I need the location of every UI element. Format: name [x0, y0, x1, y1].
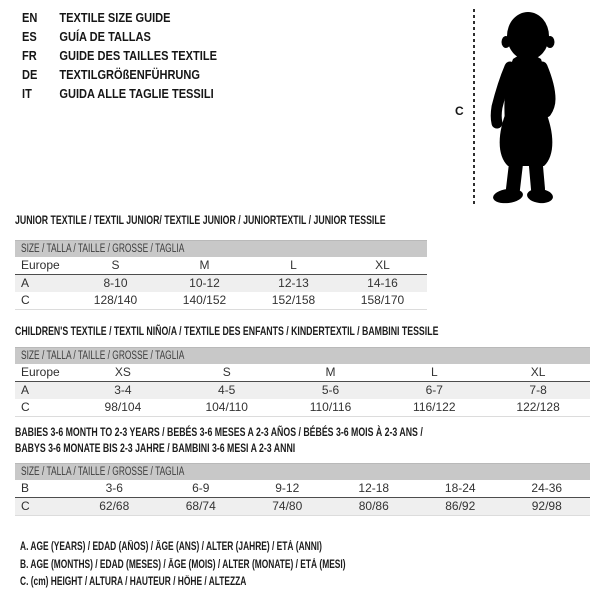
language-code: EN — [22, 10, 38, 25]
table-cell: Europe — [21, 365, 60, 379]
table-cell: L — [430, 365, 438, 379]
table-cell: 6-9 — [192, 481, 210, 495]
table-cell: 68/74 — [185, 499, 216, 513]
language-label: TEXTILGRÖßENFÜHRUNG — [59, 67, 200, 82]
table-cell: 122/128 — [516, 400, 560, 414]
children-textile-section — [15, 323, 590, 417]
table-cell: 128/140 — [93, 293, 138, 307]
table-cell: 116/122 — [413, 400, 456, 414]
table-cell: 104/110 — [205, 400, 248, 414]
babies-textile-section — [15, 424, 590, 516]
table-cell: 12-13 — [278, 276, 309, 290]
table-cell: S — [222, 365, 231, 379]
language-code: DE — [22, 67, 38, 82]
language-code: FR — [22, 48, 37, 63]
table-cell: 7-8 — [529, 383, 547, 397]
table-cell: 98/104 — [104, 400, 142, 414]
table-cell: 3-4 — [114, 383, 132, 397]
table-cell: 12-18 — [358, 481, 390, 495]
table-row — [15, 498, 590, 515]
table-cell: 62/68 — [99, 499, 130, 513]
table-row — [15, 399, 590, 416]
babies-size-table — [15, 463, 590, 516]
table-cell: 18-24 — [444, 481, 476, 495]
table-cell: B — [21, 481, 30, 495]
junior-size-table — [15, 240, 427, 310]
language-label: TEXTILE SIZE GUIDE — [59, 10, 171, 25]
table-cell: XS — [114, 365, 131, 379]
measure-legend — [20, 539, 466, 592]
language-row — [22, 8, 251, 27]
table-cell: 3-6 — [105, 481, 123, 495]
table-cell: 80/86 — [358, 499, 389, 513]
table-cell: 24-36 — [531, 481, 563, 495]
table-row — [15, 275, 427, 292]
table-cell: 158/170 — [360, 293, 405, 307]
language-label: GUÍA DE TALLAS — [59, 29, 151, 44]
size-header-bar: SIZE / TALLA / TAILLE / GRÖSSE / TAGLIA — [15, 463, 590, 480]
table-cell: 110/116 — [309, 400, 352, 414]
table-row — [15, 382, 590, 399]
height-dashed-line — [473, 9, 475, 206]
table-cell: 140/152 — [182, 293, 227, 307]
size-header-bar: SIZE / TALLA / TAILLE / GRÖSSE / TAGLIA — [15, 347, 590, 364]
language-row — [22, 84, 251, 103]
legend-line-height: C. (cm) HEIGHT / ALTURA / HAUTEUR / HÖHE / ALTEZZA — [20, 576, 247, 588]
table-cell: A — [21, 276, 30, 290]
children-size-table — [15, 347, 590, 417]
table-row — [15, 257, 427, 275]
table-cell: Europe — [21, 258, 60, 272]
table-cell: M — [325, 365, 336, 379]
table-cell: 6-7 — [425, 383, 443, 397]
table-cell: A — [21, 383, 30, 397]
section-title: JUNIOR TEXTILE / TEXTIL JUNIOR/ TEXTILE JUNIOR / JUNIORTEXTIL / JUNIOR TESSILE — [15, 213, 386, 227]
language-code: IT — [22, 86, 32, 101]
table-cell: C — [21, 499, 30, 513]
section-title: BABYS 3-6 MONATE BIS 2-3 JAHRE / BAMBINI 3-6 MESI A 2-3 ANNI — [15, 441, 296, 455]
language-row — [22, 65, 251, 84]
language-row — [22, 46, 251, 65]
table-cell: C — [21, 400, 30, 414]
table-cell: L — [290, 258, 297, 272]
table-row — [15, 292, 427, 309]
table-cell: 10-12 — [189, 276, 220, 290]
height-measure-label: C — [455, 104, 464, 118]
section-title: CHILDREN'S TEXTILE / TEXTIL NIÑO/A / TEXTILE DES ENFANTS / KINDERTEXTIL / BAMBINI TESSILE — [15, 324, 439, 338]
table-cell: XL — [530, 365, 546, 379]
table-cell: 86/92 — [445, 499, 476, 513]
baby-silhouette-icon — [483, 9, 569, 207]
table-cell: 152/158 — [271, 293, 316, 307]
size-header-bar: SIZE / TALLA / TAILLE / GRÖSSE / TAGLIA — [15, 240, 427, 257]
table-cell: S — [111, 258, 120, 272]
language-title-list — [22, 8, 251, 103]
table-cell: 5-6 — [321, 383, 340, 397]
legend-line-age-years: A. AGE (YEARS) / EDAD (AÑOS) / ÂGE (ANS) / ALTER (JAHRE) / ETÀ (ANNI) — [20, 541, 322, 553]
table-cell: 8-10 — [103, 276, 128, 290]
table-cell: M — [199, 258, 210, 272]
legend-line-age-months: B. AGE (MONTHS) / EDAD (MESES) / ÂGE (MOIS) / ALTER (MONATE) / ETÀ (MESI) — [20, 558, 346, 571]
table-row — [15, 364, 590, 382]
table-cell: 9-12 — [275, 481, 300, 495]
table-cell: XL — [375, 258, 390, 272]
table-cell: 74/80 — [272, 499, 303, 513]
section-title: BABIES 3-6 MONTH TO 2-3 YEARS / BEBÉS 3-6 MESES A 2-3 AÑOS / BÉBÉS 3-6 MOIS À 2-3 ANS / — [15, 425, 423, 439]
table-cell: C — [21, 293, 30, 307]
language-row — [22, 27, 251, 46]
language-code: ES — [22, 29, 37, 44]
language-label: GUIDE DES TAILLES TEXTILE — [59, 48, 217, 63]
table-cell: 4-5 — [218, 383, 236, 397]
table-cell: 14-16 — [367, 276, 398, 290]
table-cell: 92/98 — [531, 499, 562, 513]
language-label: GUIDA ALLE TAGLIE TESSILI — [59, 86, 214, 101]
junior-textile-section — [15, 212, 427, 310]
table-row — [15, 480, 590, 498]
